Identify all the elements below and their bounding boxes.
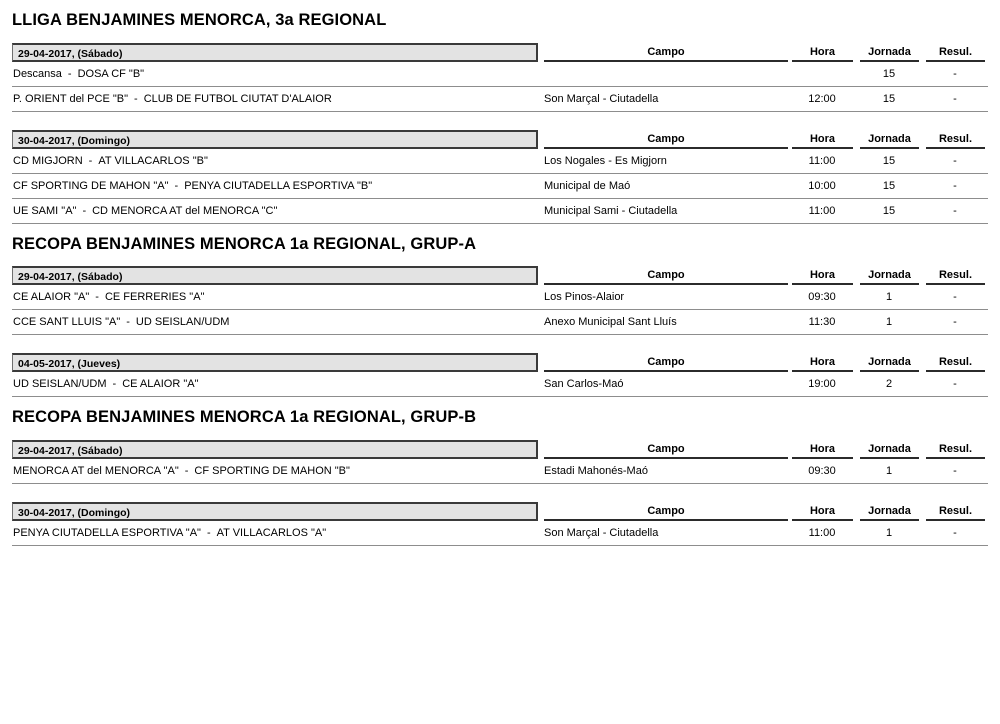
- match-cell: [12, 310, 538, 335]
- away-team: AT VILLACARLOS "B": [98, 154, 208, 167]
- campo-header-cell: [538, 43, 788, 62]
- column-header-campo: Campo: [544, 442, 788, 459]
- home-team: UE SAMI "A": [13, 204, 77, 217]
- resul-cell: -: [922, 521, 988, 546]
- column-header-resul: Resul.: [926, 45, 985, 62]
- match-cell: [12, 372, 538, 397]
- hora-cell: 11:30: [788, 310, 856, 335]
- competition-title: RECOPA BENJAMINES MENORCA 1a REGIONAL, GRUP-B: [12, 408, 477, 426]
- campo-header-cell: [538, 266, 788, 285]
- match-cell: [12, 198, 538, 223]
- campo-cell: Los Nogales - Es Migjorn: [538, 149, 788, 174]
- jornada-header-cell: [856, 266, 922, 285]
- resul-header-cell: [922, 440, 988, 459]
- away-team: CLUB DE FUTBOL CIUTAT D'ALAIOR: [143, 92, 332, 105]
- column-header-hora: Hora: [792, 504, 853, 521]
- column-header-hora: Hora: [792, 442, 853, 459]
- hora-header-cell: [788, 266, 856, 285]
- campo-header-cell: [538, 440, 788, 459]
- competition-title: RECOPA BENJAMINES MENORCA 1a REGIONAL, GRUP-A: [12, 234, 477, 253]
- day-header-row: [12, 43, 988, 62]
- hora-cell: 09:30: [788, 459, 856, 484]
- home-team: CD MIGJORN: [13, 154, 83, 167]
- column-header-resul: Resul.: [926, 268, 985, 285]
- away-team: AT VILLACARLOS "A": [216, 526, 327, 539]
- hora-cell: 12:00: [788, 86, 856, 111]
- jornada-cell: 15: [856, 86, 922, 111]
- column-header-jornada: Jornada: [860, 504, 919, 521]
- day-fixtures-table: [12, 440, 988, 484]
- resul-header-cell: [922, 130, 988, 149]
- hora-header-cell: [788, 43, 856, 62]
- home-team: P. ORIENT del PCE "B": [13, 92, 129, 105]
- resul-cell: -: [922, 310, 988, 335]
- table-row: [12, 149, 988, 174]
- hora-header-cell: [788, 353, 856, 372]
- column-header-campo: Campo: [544, 504, 788, 521]
- date-bar-cell: [12, 502, 538, 521]
- column-header-jornada: Jornada: [860, 268, 919, 285]
- vs-separator: -: [206, 526, 211, 539]
- vs-separator: -: [88, 154, 93, 167]
- campo-cell: Municipal Sami - Ciutadella: [538, 198, 788, 223]
- date-bar-cell: [12, 440, 538, 459]
- vs-separator: -: [174, 179, 179, 192]
- table-row: [12, 173, 988, 198]
- column-header-hora: Hora: [792, 355, 853, 372]
- hora-header-cell: [788, 440, 856, 459]
- hora-cell: 09:30: [788, 285, 856, 310]
- resul-header-cell: [922, 266, 988, 285]
- match-cell: [12, 86, 538, 111]
- column-header-hora: Hora: [792, 45, 853, 62]
- resul-header-cell: [922, 353, 988, 372]
- column-header-campo: Campo: [544, 268, 788, 285]
- away-team: CD MENORCA AT del MENORCA "C": [92, 204, 278, 217]
- jornada-cell: 1: [856, 310, 922, 335]
- campo-cell: Son Marçal - Ciutadella: [538, 521, 788, 546]
- jornada-cell: 1: [856, 285, 922, 310]
- table-row: [12, 86, 988, 111]
- date-label: 29-04-2017, (Sábado): [12, 266, 538, 285]
- match-cell: [12, 521, 538, 546]
- away-team: CF SPORTING DE MAHON "B": [194, 464, 350, 477]
- vs-separator: -: [134, 92, 138, 105]
- date-label: 30-04-2017, (Domingo): [12, 502, 538, 521]
- resul-cell: -: [922, 173, 988, 198]
- column-header-campo: Campo: [544, 132, 788, 149]
- campo-cell: [538, 62, 788, 87]
- table-row: [12, 198, 988, 223]
- vs-separator: -: [67, 67, 72, 80]
- home-team: CF SPORTING DE MAHON "A": [13, 179, 169, 192]
- resul-header-cell: [922, 502, 988, 521]
- table-row: [12, 285, 988, 310]
- match-cell: [12, 459, 538, 484]
- hora-cell: 11:00: [788, 521, 856, 546]
- jornada-header-cell: [856, 130, 922, 149]
- home-team: CE ALAIOR "A": [13, 291, 90, 303]
- table-row: [12, 521, 988, 546]
- day-header-row: [12, 130, 988, 149]
- resul-cell: -: [922, 285, 988, 310]
- competition-block: [12, 397, 988, 546]
- home-team: MENORCA AT del MENORCA "A": [13, 464, 179, 477]
- vs-separator: -: [112, 378, 117, 390]
- hora-cell: 10:00: [788, 173, 856, 198]
- jornada-cell: 15: [856, 149, 922, 174]
- date-label: 30-04-2017, (Domingo): [12, 130, 538, 149]
- hora-header-cell: [788, 130, 856, 149]
- home-team: CCE SANT LLUIS "A": [13, 316, 121, 328]
- jornada-header-cell: [856, 502, 922, 521]
- resul-cell: -: [922, 198, 988, 223]
- match-cell: [12, 173, 538, 198]
- away-team: UD SEISLAN/UDM: [135, 316, 230, 328]
- competition-block: [12, 0, 988, 224]
- campo-header-cell: [538, 502, 788, 521]
- jornada-cell: 1: [856, 459, 922, 484]
- date-bar-cell: [12, 130, 538, 149]
- column-header-jornada: Jornada: [860, 132, 919, 149]
- resul-cell: -: [922, 62, 988, 87]
- jornada-header-cell: [856, 353, 922, 372]
- day-header-row: [12, 502, 988, 521]
- table-row: [12, 310, 988, 335]
- away-team: PENYA CIUTADELLA ESPORTIVA "B": [184, 179, 373, 192]
- campo-cell: Anexo Municipal Sant Lluís: [538, 310, 788, 335]
- day-fixtures-table: [12, 43, 988, 112]
- resul-header-cell: [922, 43, 988, 62]
- vs-separator: -: [184, 464, 189, 477]
- away-team: CE ALAIOR "A": [122, 378, 199, 390]
- table-row: [12, 459, 988, 484]
- day-fixtures-table: [12, 130, 988, 224]
- jornada-header-cell: [856, 440, 922, 459]
- column-header-hora: Hora: [792, 268, 853, 285]
- resul-cell: -: [922, 372, 988, 397]
- vs-separator: -: [95, 291, 99, 303]
- campo-cell: Los Pinos-Alaior: [538, 285, 788, 310]
- jornada-header-cell: [856, 43, 922, 62]
- campo-cell: Municipal de Maó: [538, 173, 788, 198]
- hora-cell: 11:00: [788, 149, 856, 174]
- hora-cell: 11:00: [788, 198, 856, 223]
- column-header-jornada: Jornada: [860, 442, 919, 459]
- vs-separator: -: [126, 316, 130, 328]
- match-cell: [12, 62, 538, 87]
- competition-title: LLIGA BENJAMINES MENORCA, 3a REGIONAL: [12, 11, 387, 29]
- home-team: Descansa: [13, 67, 62, 80]
- column-header-resul: Resul.: [926, 132, 985, 149]
- day-fixtures-table: [12, 266, 988, 335]
- day-header-row: [12, 266, 988, 285]
- date-label: 04-05-2017, (Jueves): [12, 353, 538, 372]
- jornada-cell: 15: [856, 173, 922, 198]
- match-cell: [12, 149, 538, 174]
- table-row: [12, 372, 988, 397]
- date-bar-cell: [12, 353, 538, 372]
- table-row: [12, 62, 988, 87]
- jornada-cell: 15: [856, 62, 922, 87]
- away-team: DOSA CF "B": [77, 67, 145, 80]
- jornada-cell: 1: [856, 521, 922, 546]
- campo-cell: San Carlos-Maó: [538, 372, 788, 397]
- column-header-resul: Resul.: [926, 504, 985, 521]
- date-label: 29-04-2017, (Sábado): [12, 43, 538, 62]
- jornada-cell: 15: [856, 198, 922, 223]
- hora-cell: [788, 62, 856, 87]
- resul-cell: -: [922, 459, 988, 484]
- campo-cell: Estadi Mahonés-Maó: [538, 459, 788, 484]
- column-header-campo: Campo: [544, 45, 788, 62]
- campo-header-cell: [538, 353, 788, 372]
- column-header-resul: Resul.: [926, 355, 985, 372]
- column-header-campo: Campo: [544, 355, 788, 372]
- vs-separator: -: [82, 204, 87, 217]
- away-team: CE FERRERIES "A": [104, 291, 205, 303]
- column-header-jornada: Jornada: [860, 45, 919, 62]
- jornada-cell: 2: [856, 372, 922, 397]
- campo-cell: Son Marçal - Ciutadella: [538, 86, 788, 111]
- hora-header-cell: [788, 502, 856, 521]
- date-label: 29-04-2017, (Sábado): [12, 440, 538, 459]
- home-team: PENYA CIUTADELLA ESPORTIVA "A": [13, 526, 201, 539]
- column-header-hora: Hora: [792, 132, 853, 149]
- date-bar-cell: [12, 266, 538, 285]
- date-bar-cell: [12, 43, 538, 62]
- column-header-resul: Resul.: [926, 442, 985, 459]
- campo-header-cell: [538, 130, 788, 149]
- resul-cell: -: [922, 149, 988, 174]
- competition-block: [12, 224, 988, 398]
- resul-cell: -: [922, 86, 988, 111]
- column-header-jornada: Jornada: [860, 355, 919, 372]
- home-team: UD SEISLAN/UDM: [13, 378, 107, 390]
- day-fixtures-table: [12, 353, 988, 397]
- day-header-row: [12, 353, 988, 372]
- day-fixtures-table: [12, 502, 988, 546]
- match-cell: [12, 285, 538, 310]
- day-header-row: [12, 440, 988, 459]
- hora-cell: 19:00: [788, 372, 856, 397]
